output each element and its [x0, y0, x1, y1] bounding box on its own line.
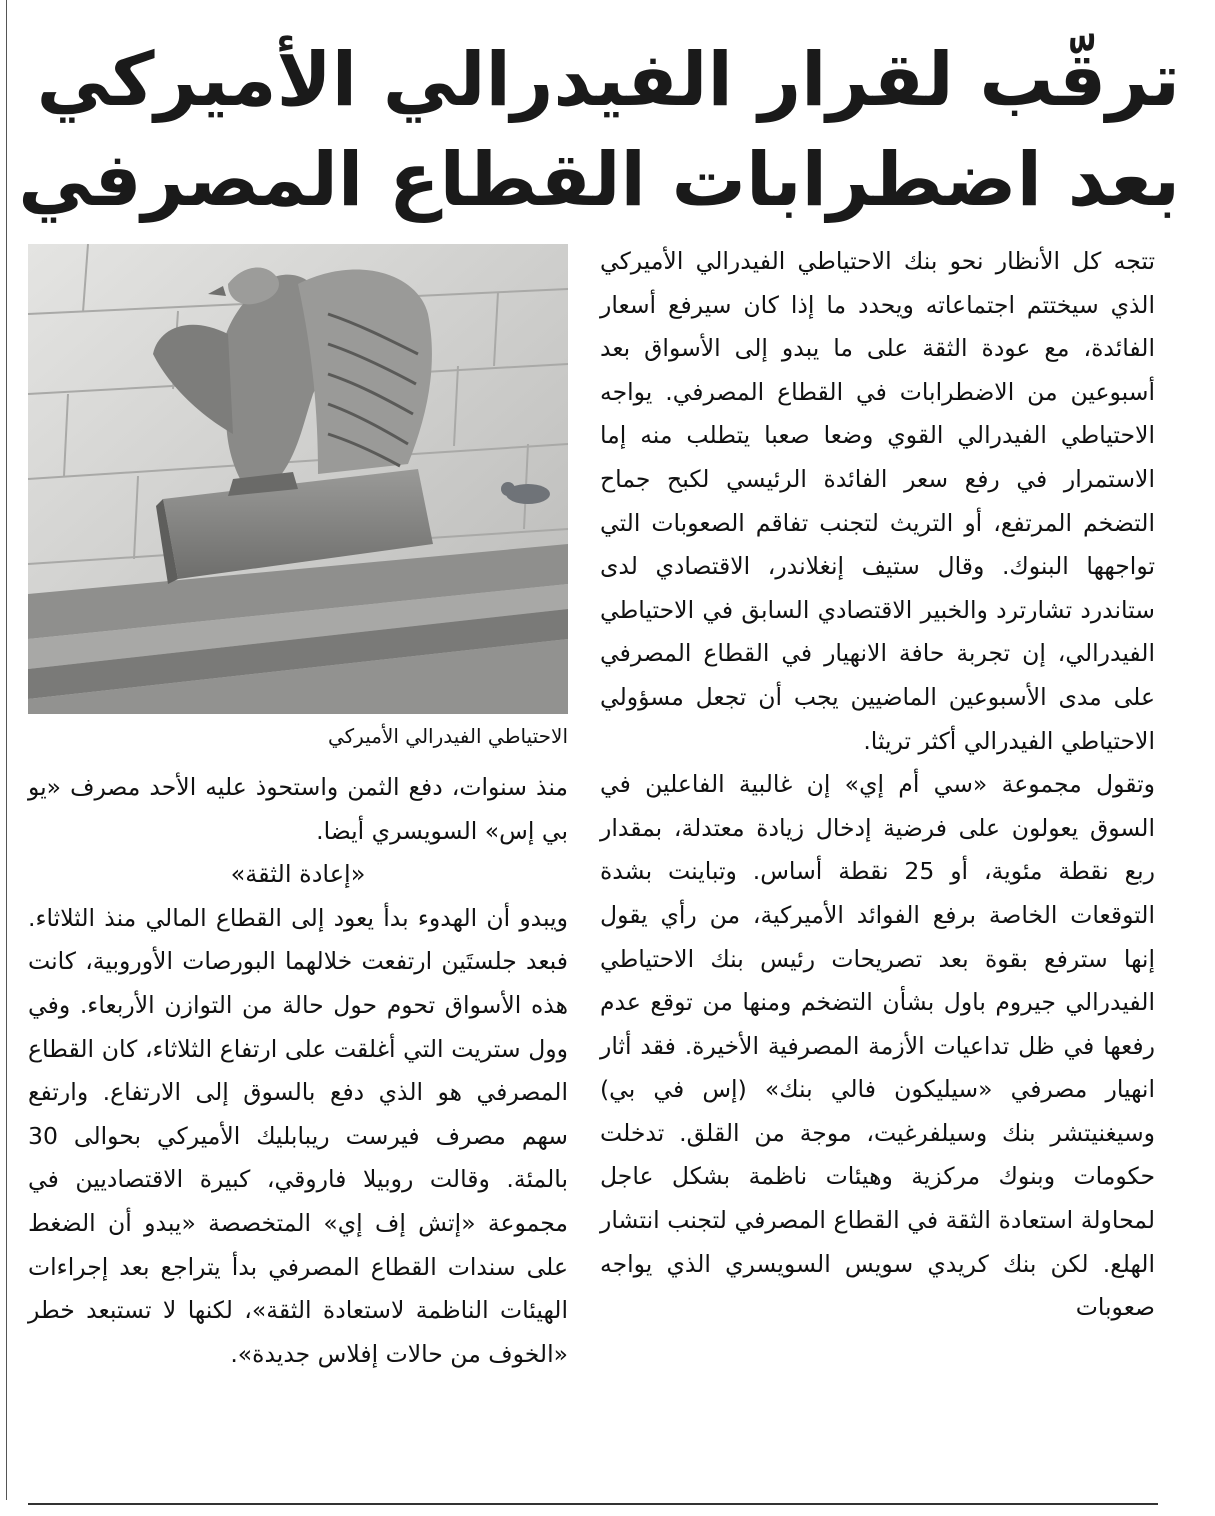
left-column [28, 766, 568, 1376]
headline-line-2: بعد اضطرابات القطاع المصرفي [18, 137, 1180, 223]
photo-caption: الاحتياطي الفيدرالي الأميركي [327, 724, 568, 748]
eagle-statue-photo [28, 244, 568, 714]
headline [18, 30, 1180, 230]
bottom-divider [28, 1503, 1158, 1505]
right-column [600, 240, 1155, 1330]
page-border-line [6, 0, 7, 1500]
subheading: «إعادة الثقة» [230, 860, 366, 889]
left-column-intro: منذ سنوات، دفع الثمن واستحوذ عليه الأحد مصرف «يو بي إس» السويسري أيضا. [28, 773, 568, 845]
headline-line-1: ترقّب لقرار الفيدرالي الأميركي [36, 37, 1180, 123]
right-column-paragraph-1: تتجه كل الأنظار نحو بنك الاحتياطي الفيدرالي الأميركي الذي سيختتم اجتماعاته ويحدد ما إذا كان سيرفع أسعار الفائدة، مع عودة الثقة على ما يبدو إلى الأسواق بعد أسبوعين من الاضطرابات في القطاع المصرفي. يواجه الاحتياطي الفيدرالي القوي وضعا صعبا يتطلب منه إما الاستمرار في رفع سعر الفائدة الرئيسي لكبح جماح التضخم المرتفع، أو التريث لتجنب تفاقم الصعوبات التي تواجهها البنوك. وقال ستيف إنغلاندر، الاقتصادي لدى ستاندرد تشارترد والخبير الاقتصادي السابق في الاحتياطي الفيدرالي، إن تجربة حافة الانهيار في القطاع المصرفي على مدى الأسبوعين الماضيين يجب أن تجعل مسؤولي الاحتياطي الفيدرالي أكثر تريثا. [600, 247, 1155, 755]
right-column-paragraph-2: وتقول مجموعة «سي أم إي» إن غالبية الفاعلين في السوق يعولون على فرضية إدخال زيادة معتدلة، بمقدار ربع نقطة مئوية، أو 25 نقطة أساس. وتباينت بشدة التوقعات الخاصة برفع الفوائد الأميركية، من رأي يقول إنها سترفع بقوة بعد تصريحات رئيس بنك الاحتياطي الفيدرالي جيروم باول بشأن التضخم ومنها من توقع عدم رفعها في ظل تداعيات الأزمة المصرفية الأخيرة. فقد أثار انهيار مصرفي «سيليكون فالي بنك» (إس في بي) وسيغنيتشر بنك وسيلفرغيت، موجة من القلق. تدخلت حكومات وبنوك مركزية وهيئات ناظمة بشكل عاجل لمحاولة استعادة الثقة في القطاع المصرفي لتجنب انتشار الهلع. لكن بنك كريدي سويس السويسري الذي يواجه صعوبات [600, 770, 1155, 1322]
left-column-body: ويبدو أن الهدوء بدأ يعود إلى القطاع المالي منذ الثلاثاء. فبعد جلستَين ارتفعت خلالهما البورصات الأوروبية، كانت هذه الأسواق تحوم حول حالة من التوازن الأربعاء. وفي وول ستريت التي أغلقت على ارتفاع الثلاثاء، كان القطاع المصرفي هو الذي دفع بالسوق إلى الارتفاع. وارتفع سهم مصرف فيرست ريبابليك الأميركي بحوالى 30 بالمئة. وقالت روبيلا فاروقي، كبيرة الاقتصاديين في مجموعة «إتش إف إي» المتخصصة «يبدو أن الضغط على سندات القطاع المصرفي بدأ يتراجع بعد إجراءات الهيئات الناظمة لاستعادة الثقة»، لكنها لا تستبعد خطر «الخوف من حالات إفلاس جديدة». [28, 903, 568, 1368]
